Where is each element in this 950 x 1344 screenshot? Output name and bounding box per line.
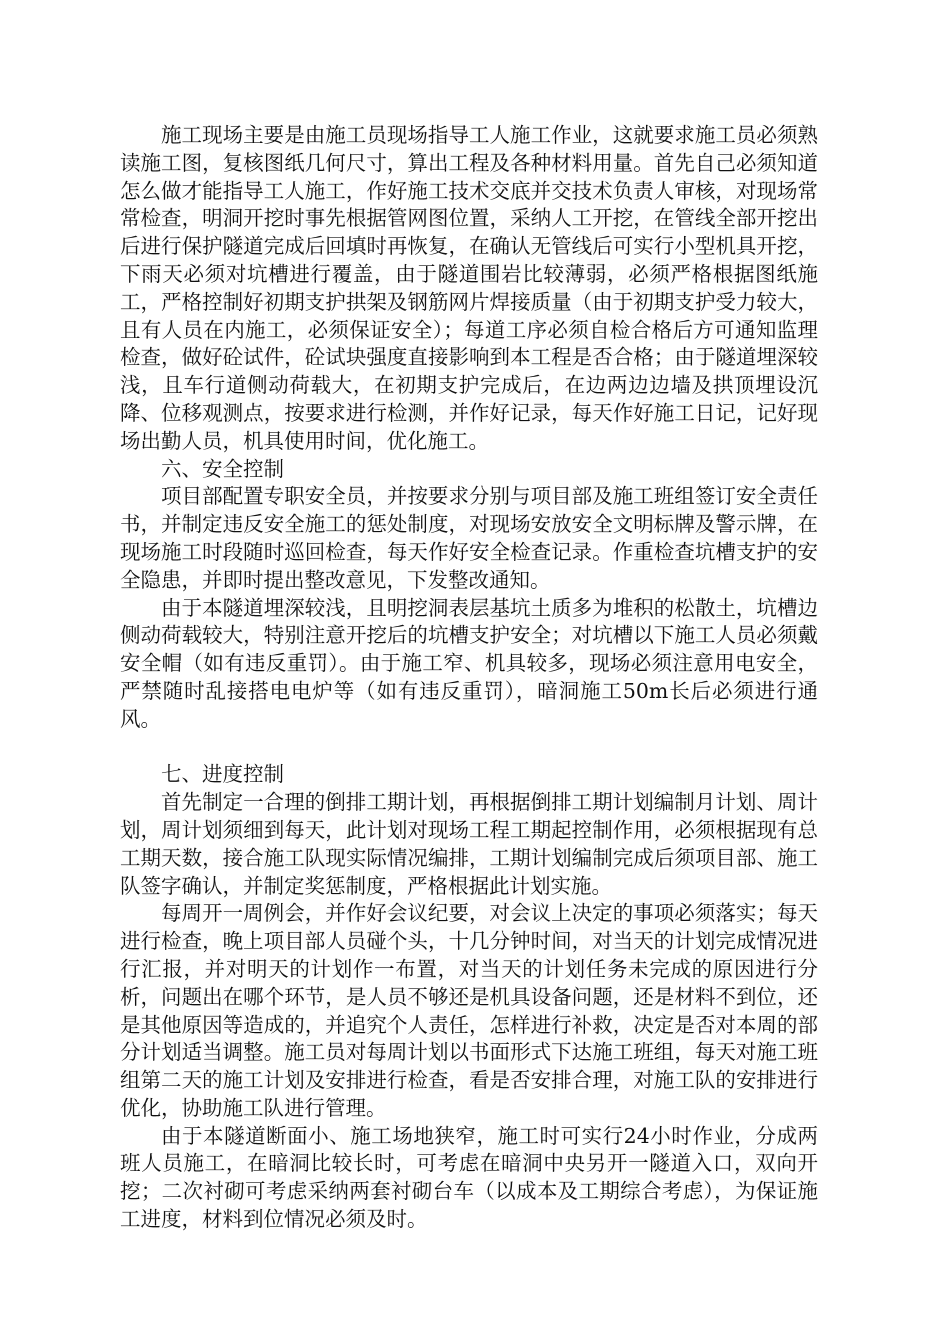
- paragraph-gap: [120, 734, 818, 762]
- paragraph-weekly-meeting: 每周开一周例会，并作好会议纪要，对会议上决定的事项必须落实；每天进行检查，晚上项目部人员碰个头，十几分钟时间，对当天的计划完成情况进行汇报，并对明天的计划作一布置，对当天的计划任务未完成的原因进行分析，问题出在哪个环节，是人员不够还是机具设备问题，还是材料不到位，还是其他原因等造成的，并追究个人责任，怎样进行补救，决定是否对本周的部分计划适当调整。施工员对每周计划以书面形式下达施工班组，每天对施工班组第二天的施工计划及安排进行检查，看是否安排合理，对施工队的安排进行优化，协助施工队进行管理。: [120, 901, 818, 1120]
- document-body: [120, 122, 818, 1234]
- section-heading-safety: 六、安全控制: [161, 456, 284, 481]
- paragraph-shift-work: 由于本隧道断面小、施工场地狭窄，施工时可实行24小时作业，分成两班人员施工，在暗洞比较长时，可考虑在暗洞中央另开一隧道入口，双向开挖；二次衬砌可考虑采纳两套衬砌台车（以成本及工期综合考虑），为保证施工进度，材料到位情况必须及时。: [120, 1123, 818, 1232]
- section-heading-schedule: 七、进度控制: [161, 762, 284, 787]
- paragraph-schedule-plan: 首先制定一合理的倒排工期计划，再根据倒排工期计划编制月计划、周计划，周计划须细到每天，此计划对现场工程工期起控制作用，必须根据现有总工期天数，接合施工队现实际情况编排，工期计划编制完成后须项目部、施工队签字确认，并制定奖惩制度，严格根据此计划实施。: [120, 790, 818, 898]
- paragraph-safety-officer: 项目部配置专职安全员，并按要求分别与项目部及施工班组签订安全责任书，并制定违反安全施工的惩处制度，对现场安放安全文明标牌及警示牌，在现场施工时段随时巡回检查，每天作好安全检查记录。作重检查坑槽支护的安全隐患，并即时提出整改意见，下发整改通知。: [120, 484, 818, 592]
- paragraph-site-guidance: 施工现场主要是由施工员现场指导工人施工作业，这就要求施工员必须熟读施工图，复核图纸几何尺寸，算出工程及各种材料用量。首先自己必须知道怎么做才能指导工人施工，作好施工技术交底并交技术负责人审核，对现场常常检查，明洞开挖时事先根据管网图位置，采纳人工开挖，在管线全部开挖出后进行保护隧道完成后回填时再恢复，在确认无管线后可实行小型机具开挖，下雨天必须对坑槽进行覆盖，由于隧道围岩比较薄弱，必须严格根据图纸施工，严格控制好初期支护拱架及钢筋网片焊接质量（由于初期支护受力较大，且有人员在内施工，必须保证安全）；每道工序必须自检合格后方可通知监理检查，做好砼试件，砼试块强度直接影响到本工程是否合格；由于隧道埋深较浅，且车行道侧动荷载大，在初期支护完成后，在边两边边墙及拱顶埋设沉降、位移观测点，按要求进行检测，并作好记录，每天作好施工日记，记好现场出勤人员，机具使用时间，优化施工。: [120, 123, 818, 453]
- paragraph-safety-trench: 由于本隧道埋深较浅，且明挖洞表层基坑土质多为堆积的松散土，坑槽边侧动荷载较大，特别注意开挖后的坑槽支护安全；对坑槽以下施工人员必须戴安全帽（如有违反重罚）。由于施工窄、机具较多，现场必须注意用电安全，严禁随时乱接搭电电炉等（如有违反重罚），暗洞施工50m长后必须进行通风。: [120, 595, 818, 731]
